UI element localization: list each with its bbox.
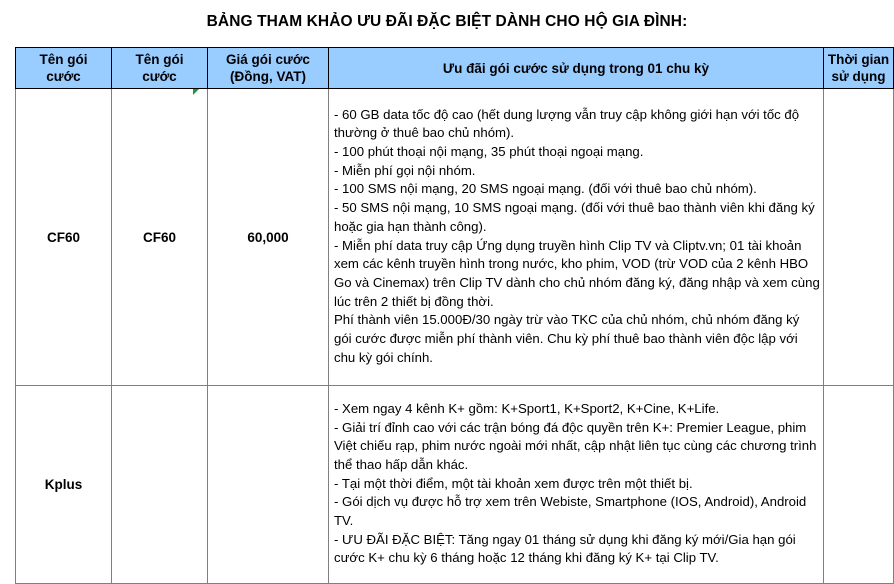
duration-cell <box>824 89 894 386</box>
header-text: Tên gói <box>39 52 88 67</box>
offer-line: - 100 SMS nội mạng, 20 SMS ngoại mạng. (đối với thuê bao chủ nhóm). <box>334 181 757 197</box>
offer-line: - Miễn phí data truy cập Ứng dụng truyền hình Clip TV và Cliptv.vn; 01 tài khoản xem các kênh truyền hình trong nước, kho phim, VOD (trừ VOD của 2 kênh HBO Go và Cinemax) trên Clip TV dành cho chủ nhóm đăng ký, đăng nhập và xem cùng lúc trên 2 thiết bị đồng thời. <box>334 237 820 309</box>
duration-cell <box>824 386 894 584</box>
price-cell <box>208 386 329 584</box>
offer-line: - ƯU ĐÃI ĐẶC BIỆT: Tăng ngay 01 tháng sử dụng khi đăng ký mới/Gia hạn gói cước K+ chu kỳ 6 tháng hoặc 12 tháng khi đăng ký K+ tại Clip TV. <box>334 531 796 566</box>
header-text: cước <box>142 69 177 84</box>
table-row <box>16 386 894 584</box>
header-text: Giá gói cước <box>226 52 310 67</box>
comment-indicator-icon <box>193 89 199 95</box>
header-text: Thời gian <box>827 52 890 67</box>
offer-line: - 50 SMS nội mạng, 10 SMS ngoại mạng. (đối với thuê bao thành viên khi đăng ký hoặc gia hạn thành công). <box>334 200 815 234</box>
offer-line: - Tại một thời điểm, một tài khoản xem được trên một thiết bị. <box>334 475 693 491</box>
table-row <box>16 89 894 386</box>
header-text: cước <box>46 69 81 84</box>
page-title: BẢNG THAM KHẢO ƯU ĐÃI ĐẶC BIỆT DÀNH CHO HỘ GIA ĐÌNH: <box>206 13 688 30</box>
header-text: sử dụng <box>831 69 886 84</box>
offer-cell <box>329 89 824 386</box>
header-text: (Đồng, VAT) <box>230 69 306 84</box>
offer-line: - Miễn phí gọi nội nhóm. <box>334 162 476 178</box>
header-offer: Ưu đãi gói cước sử dụng trong 01 chu kỳ <box>329 48 824 89</box>
offer-line: - Xem ngay 4 kênh K+ gồm: K+Sport1, K+Sport2, K+Cine, K+Life. <box>334 400 720 416</box>
price-cell: 60,000 <box>208 89 329 386</box>
offer-table <box>15 47 894 584</box>
header-package-name <box>16 48 112 89</box>
offer-line: - 100 phút thoại nội mạng, 35 phút thoại ngoại mạng. <box>334 143 644 159</box>
table-header-row <box>16 48 894 89</box>
package-name-cell: Kplus <box>16 386 112 584</box>
offer-line: Phí thành viên 15.000Đ/30 ngày trừ vào TKC của chủ nhóm, chủ nhóm đăng ký gói cước được miễn phí thành viên. Chu kỳ phí thuê bao thành viên độc lập với chu kỳ gói chính. <box>334 312 800 365</box>
offer-line: - Giải trí đỉnh cao với các trận bóng đá độc quyền trên K+: Premier League, phim Việt chiếu rạp, phim nước ngoài mới nhất, cập nhật liên tục cùng các chương trình thể thao hấp dẫn khác. <box>334 419 817 472</box>
header-package-name-2 <box>112 48 208 89</box>
offer-cell <box>329 386 824 584</box>
header-price <box>208 48 329 89</box>
header-text: Tên gói <box>135 52 184 67</box>
offer-line: - Gói dịch vụ được hỗ trợ xem trên Webiste, Smartphone (IOS, Android), Android TV. <box>334 494 807 529</box>
package-name-cell <box>112 386 208 584</box>
package-name-cell: CF60 <box>112 89 208 386</box>
header-duration <box>824 48 894 89</box>
package-name-cell: CF60 <box>16 89 112 386</box>
offer-line: - 60 GB data tốc độ cao (hết dung lượng vẫn truy cập không giới hạn với tốc độ thường ở thuê bao chủ nhóm). <box>334 106 800 141</box>
